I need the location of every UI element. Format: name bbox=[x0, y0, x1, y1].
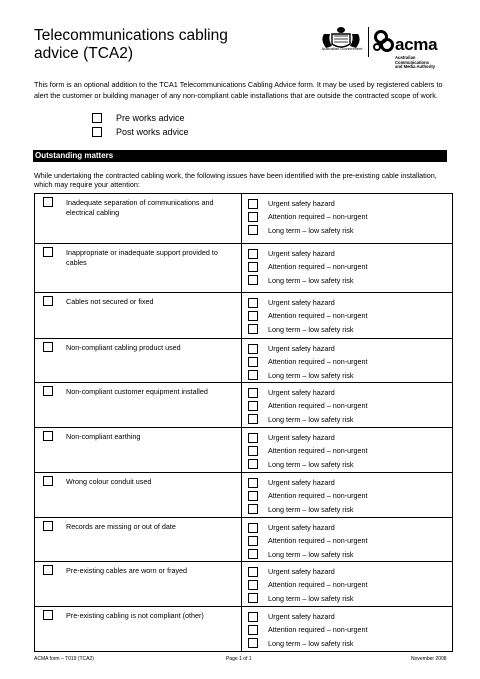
severity-option[interactable] bbox=[242, 369, 452, 382]
option-pre-works[interactable] bbox=[92, 113, 185, 123]
section-header: Outstanding matters bbox=[33, 150, 447, 162]
severity-option[interactable] bbox=[242, 578, 452, 591]
severity-checkbox[interactable] bbox=[248, 199, 258, 209]
severity-checkbox[interactable] bbox=[248, 612, 258, 622]
severity-label: Urgent safety hazard bbox=[268, 433, 335, 443]
option-label: Post works advice bbox=[116, 127, 189, 137]
severity-label: Long term – low safety risk bbox=[268, 459, 354, 469]
severity-options bbox=[242, 339, 452, 382]
severity-label: Urgent safety hazard bbox=[268, 388, 335, 398]
severity-options bbox=[242, 473, 452, 517]
severity-label: Long term – low safety risk bbox=[268, 275, 354, 285]
severity-checkbox[interactable] bbox=[248, 549, 258, 559]
issue-checkbox[interactable] bbox=[43, 296, 53, 306]
severity-checkbox[interactable] bbox=[248, 414, 258, 424]
severity-checkbox[interactable] bbox=[248, 625, 258, 635]
severity-checkbox[interactable] bbox=[248, 478, 258, 488]
severity-option[interactable] bbox=[242, 323, 452, 336]
issue-row bbox=[35, 194, 452, 244]
issue-checkbox[interactable] bbox=[43, 386, 53, 396]
issue-cell bbox=[35, 473, 242, 517]
severity-checkbox[interactable] bbox=[248, 491, 258, 501]
issue-label: Non-compliant earthing bbox=[66, 432, 141, 441]
severity-checkbox[interactable] bbox=[248, 536, 258, 546]
issue-cell bbox=[35, 607, 242, 651]
severity-label: Long term – low safety risk bbox=[268, 638, 354, 648]
severity-checkbox[interactable] bbox=[248, 388, 258, 398]
severity-label: Urgent safety hazard bbox=[268, 344, 335, 354]
severity-options bbox=[242, 244, 452, 292]
severity-checkbox[interactable] bbox=[248, 370, 258, 380]
severity-label: Attention required – non-urgent bbox=[268, 536, 368, 546]
severity-checkbox[interactable] bbox=[248, 433, 258, 443]
severity-option[interactable] bbox=[242, 342, 452, 355]
severity-checkbox[interactable] bbox=[248, 298, 258, 308]
severity-label: Attention required – non-urgent bbox=[268, 311, 368, 321]
form-title: Telecommunications cabling advice (TCA2) bbox=[34, 27, 228, 62]
severity-option[interactable] bbox=[242, 355, 452, 368]
issue-row bbox=[35, 607, 452, 651]
severity-options bbox=[242, 607, 452, 651]
issue-cell bbox=[35, 428, 242, 472]
footer-date: November 2008 bbox=[411, 656, 447, 662]
severity-option[interactable] bbox=[242, 274, 452, 287]
severity-label: Urgent safety hazard bbox=[268, 567, 335, 577]
severity-checkbox[interactable] bbox=[248, 567, 258, 577]
issue-checkbox[interactable] bbox=[43, 247, 53, 257]
severity-label: Long term – low safety risk bbox=[268, 414, 354, 424]
section-lead: While undertaking the contracted cabling work, the following issues have been identified with the pre-existing cable installation, which may require your attention: bbox=[34, 171, 437, 189]
severity-checkbox[interactable] bbox=[248, 225, 258, 235]
severity-option[interactable] bbox=[242, 534, 452, 547]
issue-label: Records are missing or out of date bbox=[66, 522, 176, 531]
issue-checkbox[interactable] bbox=[43, 476, 53, 486]
issue-label: Pre-existing cabling is not compliant (other) bbox=[66, 611, 204, 620]
severity-option[interactable] bbox=[242, 197, 452, 210]
issue-cell bbox=[35, 518, 242, 561]
severity-option[interactable] bbox=[242, 296, 452, 309]
severity-checkbox[interactable] bbox=[248, 401, 258, 411]
severity-label: Urgent safety hazard bbox=[268, 298, 335, 308]
severity-option[interactable] bbox=[242, 476, 452, 489]
severity-option[interactable] bbox=[242, 610, 452, 623]
severity-label: Attention required – non-urgent bbox=[268, 401, 368, 411]
severity-checkbox[interactable] bbox=[248, 446, 258, 456]
severity-checkbox[interactable] bbox=[248, 523, 258, 533]
severity-label: Long term – low safety risk bbox=[268, 593, 354, 603]
severity-checkbox[interactable] bbox=[248, 580, 258, 590]
severity-label: Urgent safety hazard bbox=[268, 478, 335, 488]
severity-label: Long term – low safety risk bbox=[268, 370, 354, 380]
logo-divider bbox=[368, 27, 369, 57]
pre-works-checkbox[interactable] bbox=[92, 113, 102, 123]
severity-options bbox=[242, 293, 452, 338]
severity-option[interactable] bbox=[242, 444, 452, 457]
severity-checkbox[interactable] bbox=[248, 324, 258, 334]
issue-label: Pre-existing cables are worn or frayed bbox=[66, 566, 188, 575]
issue-label: Cables not secured or fixed bbox=[66, 297, 154, 306]
severity-checkbox[interactable] bbox=[248, 311, 258, 321]
severity-option[interactable] bbox=[242, 489, 452, 502]
issue-label: Inadequate separation of communications and electrical cabling bbox=[66, 198, 214, 217]
severity-options bbox=[242, 383, 452, 427]
severity-option[interactable] bbox=[242, 413, 452, 426]
issue-cell bbox=[35, 293, 242, 338]
severity-checkbox[interactable] bbox=[248, 459, 258, 469]
severity-options bbox=[242, 428, 452, 472]
issue-row bbox=[35, 518, 452, 562]
severity-option[interactable] bbox=[242, 592, 452, 605]
option-post-works[interactable] bbox=[92, 127, 189, 137]
issue-checkbox[interactable] bbox=[43, 521, 53, 531]
issue-label: Inappropriate or inadequate support provided to cables bbox=[66, 248, 218, 267]
severity-option[interactable] bbox=[242, 399, 452, 412]
severity-checkbox[interactable] bbox=[248, 357, 258, 367]
issues-table bbox=[34, 193, 453, 652]
severity-checkbox[interactable] bbox=[248, 275, 258, 285]
issue-checkbox[interactable] bbox=[43, 342, 53, 352]
gov-logo-text: Australian Government bbox=[321, 46, 363, 51]
issue-row bbox=[35, 383, 452, 428]
acma-subtitle bbox=[395, 56, 435, 70]
severity-label: Attention required – non-urgent bbox=[268, 491, 368, 501]
severity-option[interactable] bbox=[242, 637, 452, 650]
severity-option[interactable] bbox=[242, 309, 452, 322]
acma-subtitle-line: Australian bbox=[395, 55, 416, 60]
severity-option[interactable] bbox=[242, 521, 452, 534]
severity-label: Urgent safety hazard bbox=[268, 199, 335, 209]
post-works-checkbox[interactable] bbox=[92, 127, 102, 137]
severity-label: Urgent safety hazard bbox=[268, 523, 335, 533]
severity-checkbox[interactable] bbox=[248, 262, 258, 272]
issue-label: Non-compliant cabling product used bbox=[66, 343, 181, 352]
severity-checkbox[interactable] bbox=[248, 344, 258, 354]
severity-label: Long term – low safety risk bbox=[268, 504, 354, 514]
severity-label: Urgent safety hazard bbox=[268, 249, 335, 259]
severity-checkbox[interactable] bbox=[248, 249, 258, 259]
severity-option[interactable] bbox=[242, 623, 452, 636]
footer-page-number: Page 1 of 1 bbox=[226, 656, 252, 662]
severity-label: Long term – low safety risk bbox=[268, 549, 354, 559]
severity-checkbox[interactable] bbox=[248, 638, 258, 648]
intro-paragraph: This form is an optional addition to the TCA1 Telecommunications Cabling Advice form. It may be used by registered cablers to alert the customer or building manager of any non-compliant cable installations that are outside the contracted scope of work. bbox=[34, 80, 443, 101]
severity-options bbox=[242, 518, 452, 561]
severity-option[interactable] bbox=[242, 386, 452, 399]
severity-option[interactable] bbox=[242, 210, 452, 223]
severity-label: Long term – low safety risk bbox=[268, 324, 354, 334]
severity-option[interactable] bbox=[242, 224, 452, 237]
severity-label: Attention required – non-urgent bbox=[268, 625, 368, 635]
issue-label: Wrong colour conduit used bbox=[66, 477, 152, 486]
issue-row bbox=[35, 339, 452, 383]
acma-subtitle-line: Communications bbox=[395, 59, 429, 65]
issue-checkbox[interactable] bbox=[43, 565, 53, 575]
severity-label: Long term – low safety risk bbox=[268, 225, 354, 235]
issue-cell bbox=[35, 562, 242, 606]
severity-option[interactable] bbox=[242, 431, 452, 444]
acma-wordmark: acma bbox=[395, 35, 438, 54]
issue-row bbox=[35, 428, 452, 473]
issue-cell bbox=[35, 244, 242, 292]
severity-label: Attention required – non-urgent bbox=[268, 262, 368, 272]
issue-row bbox=[35, 562, 452, 607]
severity-option[interactable] bbox=[242, 458, 452, 471]
issue-checkbox[interactable] bbox=[43, 431, 53, 441]
severity-options bbox=[242, 562, 452, 606]
option-label: Pre works advice bbox=[116, 113, 185, 123]
issue-cell bbox=[35, 383, 242, 427]
issue-row bbox=[35, 293, 452, 339]
acma-subtitle-line: and Media Authority bbox=[395, 64, 436, 70]
severity-option[interactable] bbox=[242, 565, 452, 578]
severity-checkbox[interactable] bbox=[248, 504, 258, 514]
severity-checkbox[interactable] bbox=[248, 593, 258, 603]
severity-option[interactable] bbox=[242, 503, 452, 516]
severity-options bbox=[242, 194, 452, 243]
severity-option[interactable] bbox=[242, 260, 452, 273]
severity-label: Attention required – non-urgent bbox=[268, 212, 368, 222]
severity-option[interactable] bbox=[242, 247, 452, 260]
issue-cell bbox=[35, 194, 242, 243]
severity-label: Attention required – non-urgent bbox=[268, 357, 368, 367]
issue-row bbox=[35, 473, 452, 518]
issue-label: Non-compliant customer equipment installed bbox=[66, 387, 208, 396]
severity-checkbox[interactable] bbox=[248, 212, 258, 222]
severity-option[interactable] bbox=[242, 548, 452, 561]
issue-checkbox[interactable] bbox=[43, 610, 53, 620]
issue-checkbox[interactable] bbox=[43, 197, 53, 207]
severity-label: Urgent safety hazard bbox=[268, 612, 335, 622]
issue-cell bbox=[35, 339, 242, 382]
issue-row bbox=[35, 244, 452, 293]
footer-form-id: ACMA form – T019 (TCA2) bbox=[34, 656, 94, 662]
severity-label: Attention required – non-urgent bbox=[268, 580, 368, 590]
severity-label: Attention required – non-urgent bbox=[268, 446, 368, 456]
